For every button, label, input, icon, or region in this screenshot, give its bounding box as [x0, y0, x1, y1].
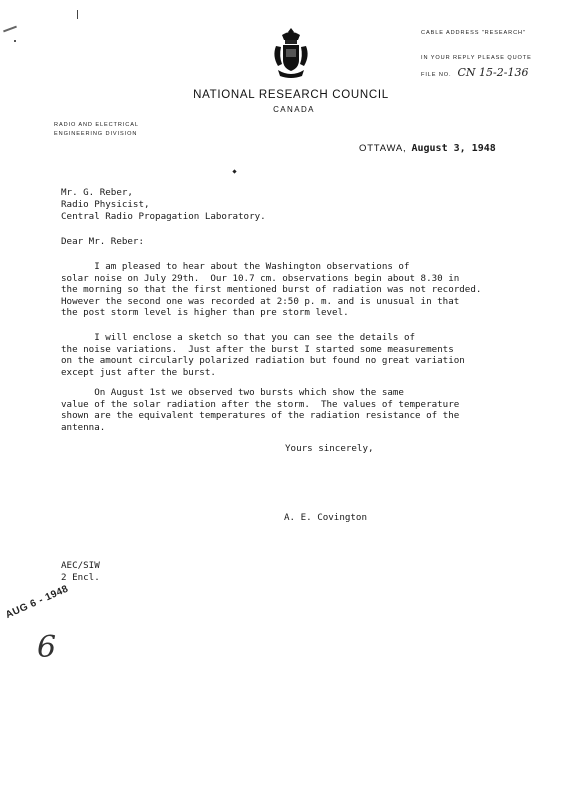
paragraph-line: the morning so that the first mentioned burst of radiation was not recorded. — [61, 284, 482, 296]
salutation: Dear Mr. Reber: — [61, 236, 144, 247]
signature-name: A. E. Covington — [284, 512, 367, 523]
closing: Yours sincerely, — [285, 443, 374, 454]
received-date-stamp: AUG 6 - 1948 — [4, 583, 71, 622]
paragraph-line: except just after the burst. — [61, 366, 216, 378]
paragraph-line: I am pleased to hear about the Washington observations of — [61, 261, 410, 272]
paragraph-line: on the amount circularly polarized radiation but found no great variation — [61, 355, 465, 367]
file-number-line — [421, 66, 528, 79]
paragraph-line: the post storm level is higher than pre storm level. — [61, 307, 349, 319]
division-line-1: RADIO AND ELECTRICAL — [54, 122, 139, 128]
scan-mark — [3, 26, 17, 33]
paragraph-2 — [61, 332, 465, 378]
paragraph-line: the noise variations. Just after the burst I started some measurements — [61, 343, 454, 355]
recipient-organization: Central Radio Propagation Laboratory. — [61, 211, 266, 222]
scan-mark — [14, 40, 16, 42]
scan-mark — [77, 10, 78, 19]
date-line — [359, 143, 496, 155]
recipient-title: Radio Physicist, — [61, 199, 150, 210]
handwritten-page-number: 6 — [37, 630, 57, 665]
paragraph-line: shown are the equivalent temperatures of the radiation resistance of the — [61, 410, 460, 422]
file-number: CN 15-2-136 — [457, 66, 529, 79]
organization-name: NATIONAL RESEARCH COUNCIL — [193, 89, 389, 101]
file-no-label: FILE NO. — [421, 72, 452, 78]
tick-mark — [232, 169, 236, 173]
paragraph-line: However the second one was recorded at 2:50 p. m. and is unusual in that — [61, 295, 460, 307]
letter-date: August 3, 1948 — [411, 143, 496, 154]
cable-address: CABLE ADDRESS "RESEARCH" — [421, 30, 526, 36]
city: OTTAWA, — [359, 143, 407, 154]
enclosures: 2 Encl. — [61, 572, 100, 583]
country-name: CANADA — [273, 105, 315, 114]
reply-quote-label: IN YOUR REPLY PLEASE QUOTE — [421, 55, 532, 61]
paragraph-line: I will enclose a sketch so that you can see the details of — [61, 332, 416, 343]
paragraph-line: antenna. — [61, 421, 106, 433]
paragraph-line: solar noise on July 29th. Our 10.7 cm. observations begin about 8.30 in — [61, 272, 460, 284]
coat-of-arms-crest — [270, 26, 312, 80]
recipient-name: Mr. G. Reber, — [61, 187, 133, 198]
paragraph-line: value of the solar radiation after the storm. The values of temperature — [61, 398, 460, 410]
division-line-2: ENGINEERING DIVISION — [54, 131, 138, 137]
paragraph-3 — [61, 387, 459, 433]
paragraph-line: On August 1st we observed two bursts which show the same — [61, 387, 404, 398]
typist-initials: AEC/SIW — [61, 560, 100, 571]
paragraph-1 — [61, 261, 481, 319]
